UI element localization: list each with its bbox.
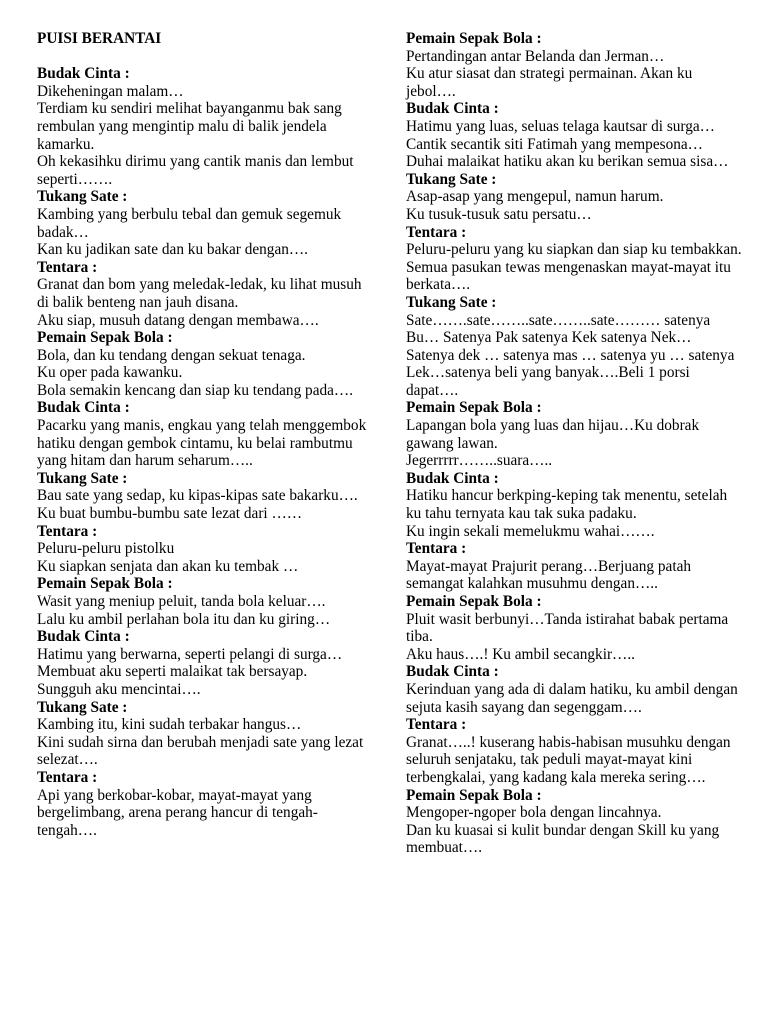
verse-line: Asap-asap yang mengepul, namun harum.: [406, 188, 664, 206]
verse-line: Granat dan bom yang meledak-ledak, ku lihat musuh di balik benteng nan jauh disana.: [37, 276, 362, 311]
stanza: [406, 787, 742, 857]
speaker-label: Tukang Sate :: [406, 293, 497, 311]
verse-line: Mengoper-ngoper bola dengan lincahnya.: [406, 804, 662, 822]
speaker-label: Pemain Sepak Bola :: [406, 399, 542, 417]
stanza: [37, 470, 373, 523]
verse-line: Lalu ku ambil perlahan bola itu dan ku giring…: [37, 610, 331, 628]
speaker-label: Pemain Sepak Bola :: [406, 593, 542, 610]
stanza: [37, 259, 373, 329]
speaker-label: Tentara :: [37, 768, 98, 786]
speaker-label: Pemain Sepak Bola :: [406, 786, 542, 804]
stanza: [406, 171, 742, 224]
verse-line: Ku buat bumbu-bumbu sate lezat dari ……: [37, 505, 303, 523]
speaker-label: Tentara :: [406, 540, 467, 558]
verse-line: Ku oper pada kawanku.: [37, 364, 183, 382]
verse-line: Terdiam ku sendiri melihat bayanganmu bak sang rembulan yang mengintip malu di balik jendela kamarku.: [37, 100, 342, 153]
speaker-label: Budak Cinta :: [406, 100, 499, 118]
verse-line: Pluit wasit berbunyi…Tanda istirahat babak pertama tiba.: [406, 610, 729, 646]
speaker-label: Tentara :: [37, 522, 98, 540]
verse-line: Ku siapkan senjata dan akan ku tembak …: [37, 557, 299, 575]
verse-line: Dan ku kuasai si kulit bundar dengan Skill ku yang membuat….: [406, 821, 720, 857]
speaker-label: Tentara :: [406, 223, 467, 241]
stanza: [406, 399, 742, 469]
verse-line: Peluru-peluru yang ku siapkan dan siap ku tembakkan. Semua pasukan tewas mengenaskan mayat-mayat itu berkata….: [406, 241, 742, 294]
verse-line: Hatimu yang luas, seluas telaga kautsar di surga… Cantik secantik siti Fatimah yang mempesona…: [406, 117, 715, 153]
left-stanzas: [37, 65, 373, 839]
verse-line: Kan ku jadikan sate dan ku bakar dengan….: [37, 241, 309, 259]
speaker-label: Budak Cinta :: [406, 663, 499, 681]
verse-line: Aku haus….! Ku ambil secangkir…..: [406, 645, 635, 663]
stanza: [37, 399, 373, 469]
speaker-label: Pemain Sepak Bola :: [37, 329, 173, 347]
verse-line: Sungguh aku mencintai….: [37, 680, 201, 698]
verse-line: Hatimu yang berwarna, seperti pelangi di surga… Membuat aku seperti malaikat tak bersayap.: [37, 645, 343, 681]
stanza: [406, 30, 742, 100]
verse-line: Peluru-peluru pistolku: [37, 540, 175, 558]
verse-line: Lapangan bola yang luas dan hijau…Ku dobrak gawang lawan.: [406, 417, 700, 452]
verse-line: Kerinduan yang ada di dalam hatiku, ku ambil dengan sejuta kasih sayang dan segenggam….: [406, 680, 738, 716]
verse-line: Duhai malaikat hatiku akan ku berikan semua sisa…: [406, 153, 729, 171]
stanza: [37, 699, 373, 769]
stanza: [406, 470, 742, 540]
left-column: [37, 30, 373, 839]
verse-line: Bola, dan ku tendang dengan sekuat tenaga.: [37, 346, 306, 364]
verse-line: Kambing itu, kini sudah terbakar hangus…: [37, 716, 302, 734]
verse-line: Hatiku hancur berkping-keping tak menentu, setelah ku tahu ternyata kau tak suka padaku.: [406, 487, 728, 523]
speaker-label: Tukang Sate :: [406, 170, 497, 188]
stanza: [37, 575, 373, 628]
speaker-label: Budak Cinta :: [37, 65, 130, 83]
stanza: [37, 65, 373, 188]
stanza: [406, 294, 742, 400]
speaker-label: Tukang Sate :: [37, 698, 128, 716]
verse-line: Pacarku yang manis, engkau yang telah menggembok hatiku dengan gembok cintamu, ku belai rambutmu yang hitam dan harum seharum…..: [37, 417, 367, 470]
stanza: [37, 628, 373, 698]
verse-line: Dikeheningan malam…: [37, 82, 184, 100]
stanza: [37, 188, 373, 258]
right-column: [406, 30, 742, 857]
stanza: [406, 224, 742, 294]
speaker-label: Tukang Sate :: [37, 188, 128, 206]
verse-line: Jegerrrrr……..suara…..: [406, 452, 553, 470]
verse-line: Aku siap, musuh datang dengan membawa….: [37, 311, 319, 329]
verse-line: Wasit yang meniup peluit, tanda bola keluar….: [37, 593, 326, 610]
verse-line: Api yang berkobar-kobar, mayat-mayat yang bergelimbang, arena perang hancur di tengah-tengah….: [37, 786, 318, 839]
stanza: [406, 716, 742, 786]
poem-title: PUISI BERANTAI: [37, 30, 162, 47]
right-stanzas: [406, 30, 742, 857]
stanza: [406, 663, 742, 716]
verse-line: Oh kekasihku dirimu yang cantik manis dan lembut seperti…….: [37, 153, 354, 188]
verse-line: Ku tusuk-tusuk satu persatu…: [406, 205, 592, 223]
verse-line: Ku atur siasat dan strategi permainan. Akan ku jebol….: [406, 65, 693, 100]
speaker-label: Pemain Sepak Bola :: [406, 30, 542, 47]
verse-line: Bau sate yang sedap, ku kipas-kipas sate bakarku….: [37, 487, 358, 505]
verse-line: Mayat-mayat Prajurit perang…Berjuang patah semangat kalahkan musuhmu dengan…..: [406, 557, 692, 593]
verse-line: Ku ingin sekali memelukmu wahai…….: [406, 522, 655, 540]
speaker-label: Tukang Sate :: [37, 469, 128, 487]
verse-line: Bola semakin kencang dan siap ku tendang pada….: [37, 381, 354, 399]
verse-line: Granat…..! kuserang habis-habisan musuhku dengan seluruh senjataku, tak peduli mayat-mayat kini terbengkalai, yang kadang kala mereka sering….: [406, 733, 731, 786]
speaker-label: Budak Cinta :: [37, 628, 130, 646]
verse-line: Satenya dek … satenya mas … satenya yu … satenya Lek…satenya beli yang banyak….Beli 1 porsi dapat….: [406, 346, 735, 399]
stanza: [37, 523, 373, 576]
speaker-label: Budak Cinta :: [406, 469, 499, 487]
speaker-label: Tentara :: [37, 258, 98, 276]
speaker-label: Tentara :: [406, 716, 467, 734]
stanza: [406, 540, 742, 593]
speaker-label: Budak Cinta :: [37, 399, 130, 417]
verse-line: Kambing yang berbulu tebal dan gemuk segemuk badak…: [37, 205, 342, 241]
speaker-label: Pemain Sepak Bola :: [37, 575, 173, 593]
stanza: [406, 593, 742, 663]
stanza: [37, 329, 373, 399]
stanza: [406, 100, 742, 170]
stanza: [37, 769, 373, 839]
verse-line: Kini sudah sirna dan berubah menjadi sate yang lezat selezat….: [37, 733, 364, 769]
verse-line: Pertandingan antar Belanda dan Jerman…: [406, 47, 665, 65]
verse-line: Sate…….sate……..sate……..sate……… satenya Bu… Satenya Pak satenya Kek satenya Nek…: [406, 311, 711, 347]
